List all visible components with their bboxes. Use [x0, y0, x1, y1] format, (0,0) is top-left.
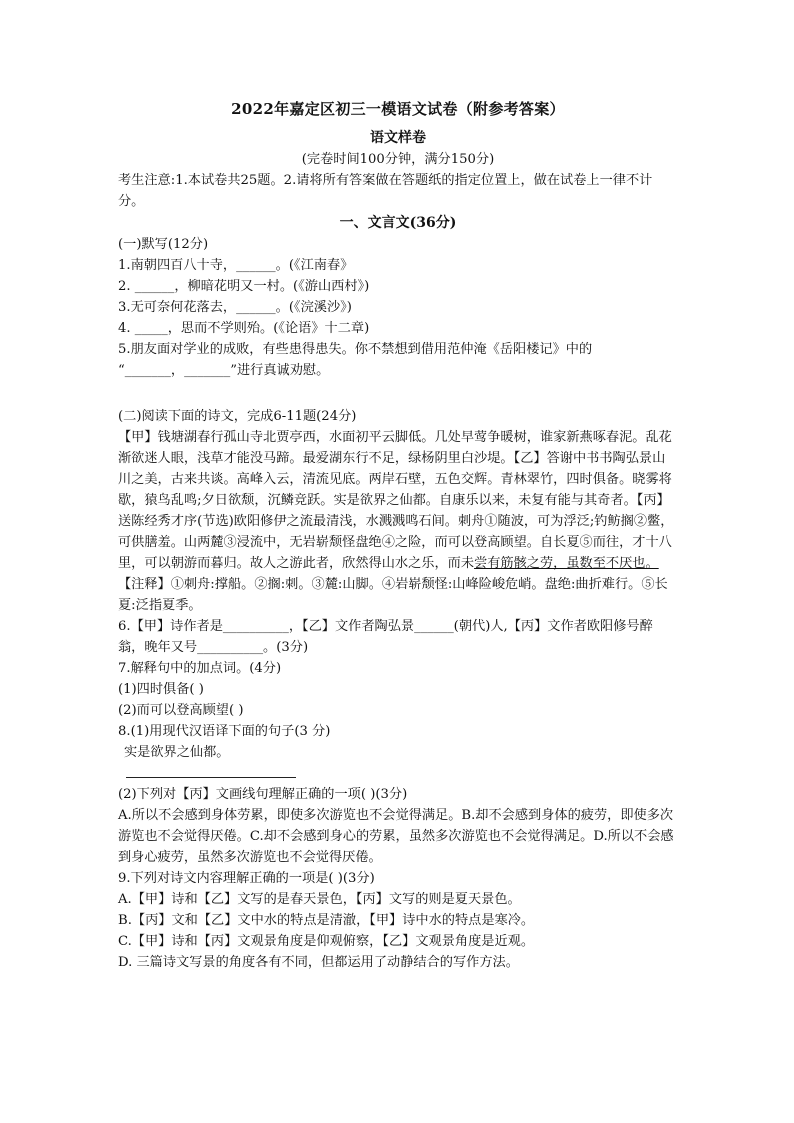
exam-notice: 考生注意:1.本试卷共25题。2.请将所有答案做在答题纸的指定位置上，做在试卷上一律不计分。 — [118, 173, 653, 209]
underlined-sentence: 尝有筋骸之劳，虽数至不厌也。 — [474, 556, 659, 571]
passage-notes: 【注释】①刺舟:撑船。②搁:刺。③麓:山脚。④岩崭颓怪:山峰险峻危峭。盘绝:曲折难行。⑤长夏:泛指夏季。 — [118, 577, 668, 613]
answer-line — [126, 769, 296, 778]
question-8-1: 8.(1)用现代汉语译下面的句子(3 分) — [118, 724, 331, 739]
question-1: 1.南朝四百八十寺，______。(《江南春》 — [118, 258, 354, 273]
question-9: 9.下列对诗文内容理解正确的一项是( )(3分) — [118, 871, 375, 886]
part2-title: (二)阅读下面的诗文，完成6-11题(24分) — [118, 409, 357, 424]
question-4: 4. _____，思而不学则殆。(《论语》十二章) — [118, 321, 370, 336]
exam-info: (完卷时间100分钟，满分150分) — [301, 152, 495, 167]
question-5-line2: “_______，_______”进行真诚劝慰。 — [118, 363, 330, 378]
document-title: 2022年嘉定区初三一模语文试卷（附参考答案） — [231, 100, 565, 118]
question-7: 7.解释句中的加点词。(4分) — [118, 661, 282, 676]
document-subtitle: 语文样卷 — [370, 130, 426, 146]
question-9-option-d: D. 三篇诗文写景的角度各有不同，但都运用了动静结合的写作方法。 — [118, 955, 519, 970]
question-8-sentence: 实是欲界之仙都。 — [124, 745, 230, 760]
section-heading-classical: 一、文言文(36分) — [339, 215, 457, 231]
question-9-option-c: C.【甲】诗和【丙】文观景角度是仰观俯察，【乙】文观景角度是近观。 — [118, 934, 535, 949]
question-2: 2. ______，柳暗花明又一村。(《游山西村》) — [118, 279, 370, 294]
question-7-2: (2)而可以登高顾望( ) — [118, 703, 244, 718]
question-5-line1: 5.朋友面对学业的成败，有些患得患失。你不禁想到借用范仲淹《岳阳楼记》中的 — [118, 342, 593, 357]
question-7-1: (1)四时俱备( ) — [118, 682, 204, 697]
question-3: 3.无可奈何花落去，______。(《浣溪沙》) — [118, 300, 352, 315]
exam-page — [118, 92, 678, 973]
question-6: 6.【甲】诗作者是__________，【乙】文作者陶弘景______(朝代)人,【丙】文作者欧阳修号醉翁，晚年又号__________。(3分) — [118, 619, 653, 655]
passage-text: 【甲】钱塘湖春行孤山寺北贾亭西，水面初平云脚低。几处早莺争暖树，谁家新燕啄春泥。乱花渐欲迷人眼，浅草才能没马蹄。最爱湖东行不足，绿杨阴里白沙堤。【乙】答谢中书书陶弘景山川之美，古来共谈。高峰入云，清流见底。两岸石壁，五色交辉。青林翠竹，四时俱备。晓雾将歇，猿鸟乱鸣;夕日欲颓，沉鳞竞跃。实是欲界之仙都。自康乐以来，未复有能与其奇者。【丙】送陈经秀才序(节选)欧阳修伊之流最清浅，水溅溅鸣石间。刺舟①随波，可为浮泛;钓鲂搁②鳖，可供膳羞。山两麓③浸流中，无岩崭颓怪盘绝④之险，而可以登高顾望。自长夏⑤而往，才十八里，可以朝游而暮归。故人之游此者，欣然得山水之乐，而未 — [118, 430, 674, 571]
question-9-option-b: B.【丙】文和【乙】文中水的特点是清澈，【甲】诗中水的特点是寒冷。 — [118, 913, 535, 928]
part1-title: (一)默写(12分) — [118, 237, 209, 252]
question-8-options: A.所以不会感到身体劳累，即使多次游览也不会觉得满足。B.却不会感到身体的疲劳，即使多次游览也不会觉得厌倦。C.却不会感到身心的劳累，虽然多次游览也不会觉得满足。D.所以不会感到身心疲劳，虽然多次游览也不会觉得厌倦。 — [118, 808, 674, 865]
question-8-2: (2)下列对【丙】文画线句理解正确的一项( )(3分) — [118, 787, 408, 802]
reading-passage — [118, 427, 678, 616]
question-9-option-a: A.【甲】诗和【乙】文写的是春天景色，【丙】文写的则是夏天景色。 — [118, 892, 521, 907]
